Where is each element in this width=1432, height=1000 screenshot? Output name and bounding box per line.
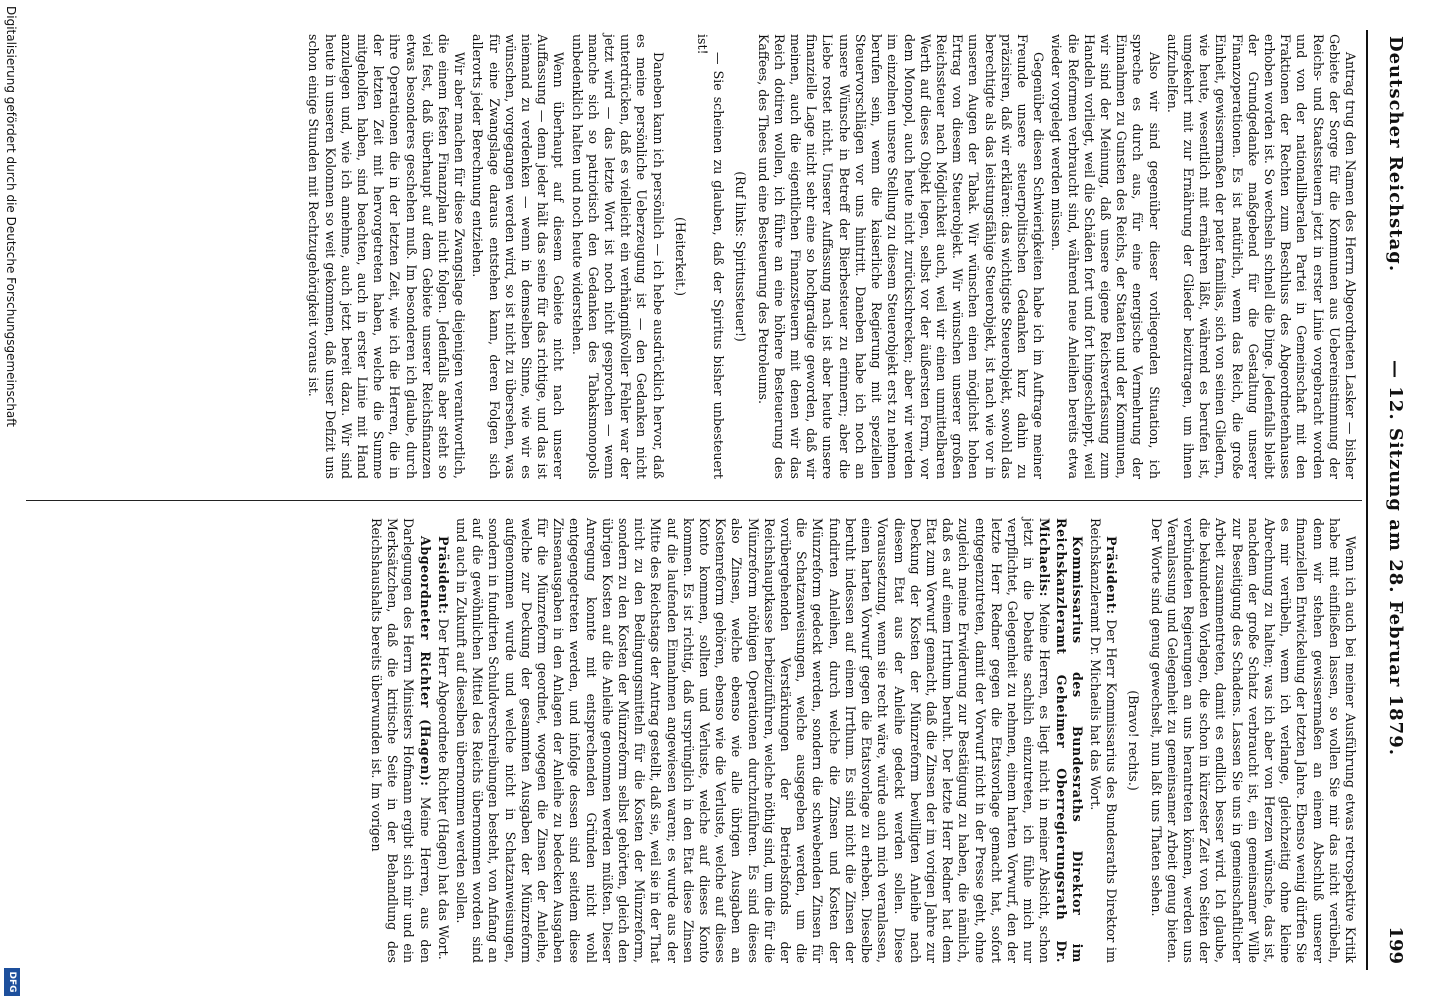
page-header (1366, 30, 1414, 970)
paragraph: Wenn ich auch bei meiner Ausführung etwas retrospektive Kritik habe mit einfließen lassen, so wollen Sie mir das nicht verübeln, denn wir stehen gewissermaßen an einem Abschluß unserer finanziellen Entwickelung der letzten Jahre. Ebenso wenig dürfen Sie es mir verübeln, wenn ich verlange, gleichzeitig ohne kleine Abrechnung zu halten; was ich aber von Herzen wünsche, das ist, nachdem der große Schatz verbraucht ist, ein gemeinsamer Wille zur Beseitigung des Schadens. Lassen Sie uns in gemeinschaftlicher Arbeit zusammentreten, damit es endlich besser wird. Ich glaube, die bekundeten Vorlagen, die schon in kürzester Zeit von Seiten der verbündeten Regierungen an uns herantreten können, werden uns Veranlassung und Gelegenheit zu gemeinsamer Arbeit genug bieten. Der Worte sind genug gewechselt, nun laßt uns Thaten sehen. (1148, 518, 1358, 963)
paragraph (453, 518, 1085, 963)
paragraph: Antrag trug den Namen des Herrn Abgeordneten Lasker — bisher Gebiete der Sorge für die Kommunen aus Uebereinstimmung der Reichs- und Staatssteuern jetzt in erster Linie vorgebracht worden und von der nationalliberalen Partei in Gemeinschaft mit den Fraktionen der Rechten zum Beschluss des Abgeordnetenhauses erhoben worden ist. So wechseln schnell die Dinge. Jedenfalls bleibt der Grundgedanke maßgebend für die Gestaltung unserer Finanzoperationen. Es ist natürlich, wenn das Reich, die große Einheit, gewissermaßen der pater familias, sich von seinen Gliedern, wie heute, wesentlich mit ernähren läßt, während es berufen ist, umgekehrt mit zur Ernährung der Glieder beizutragen, um ihnen aufzuhelfen. (1164, 34, 1358, 479)
digitization-credit: Digitalisierung gefördert durch die Deutsche Forschungsgemeinschaft (4, 6, 18, 428)
speaker-name: Kommissarius des Bundesraths Direktor im Reichskanzleramt Geheimer Oberregierungsrath Dr. Michaelis: (1037, 518, 1085, 963)
paragraph (435, 518, 451, 963)
page-footer (0, 0, 22, 1000)
dfg-logo: DFG (4, 968, 20, 996)
speaker-name: Präsident: (435, 536, 451, 615)
paragraph: Wir aber machen für diese Zwangslage diejenigen verantwortlich, die einem festen Finanzplan nicht folgen. Jedenfalls aber steht so viel fest, daß überhaupt auf dem Gebiete unserer Reichsfinanzen etwas besonderes geschehen muß. Im besonderen ich glaube, durch ihre Operationen die in der letzten Zeit, wie ich die Herren, die in der letzten Zeit mit hervorgetreten haben, welche die Summe mitgeholfen haben, sind beachten, auch in erster Linie mit Hand anzulegen und, wie ich annehme, auch jetzt bereit dazu. Wir sind heute in unseren Kolonnen so weit gekommen, daß unser Defizit uns schon einige Stunden mit Rechtzugehörigkeit voraus ist. (306, 34, 468, 479)
speech-text: Meine Herren, aus den Darlegungen des Herrn Ministers Hofmann ergibt sich mir und ein Merksätzchen, daß die kritische Seite in der Behandlung des Reichshaushalts bereits überwunden ist. Im vorigen (369, 518, 433, 964)
session-title: — 12. Sitzung am 28. Februar 1879. (1385, 360, 1406, 756)
paragraph: — Sie scheinen zu glauben, daß der Spiritus bisher unbesteuert ist! (695, 34, 727, 479)
journal-title: Deutscher Reichstag. (1385, 36, 1406, 273)
left-column (303, 34, 1358, 479)
stage-direction: (Heiterkeit.) (672, 217, 688, 296)
speaker-name: Abgeordneter Richter (Hagen): (417, 536, 433, 787)
paragraph (1087, 518, 1119, 963)
stage-direction: (Ruf links: Spiritussteuer!) (733, 171, 749, 342)
paragraph: Daneben kann ich persönlich — ich hebe ausdrücklich hervor, daß es meine persönliche Ueberzeugung ist — den Gedanken nicht unterdrücken, daß es vielleicht ein verhängnißvoller Fehler war der jetzt wird — das letzte Wort ist noch nicht gesprochen — wenn manche sich so patriotisch den Gedanken des Tabaksmonopols unbedenklich halten und noch heute widerstehen. (569, 34, 666, 479)
paragraph: Wenn überhaupt auf diesem Gebiete nicht nach unserer Auffassung — denn jeder hält das seine für das richtige, und das ist niemand zu verdenken — wenn in demselben Sinne, wie wir es wünschen, vorgegangen werden wird, so ist nicht zu übersehen, was für eine Zwangslage daraus entstehen kann, deren Folgen sich allerorts jeder Berechnung entziehen. (470, 34, 567, 479)
speech-text: Der Herr Kommissarius des Bundesraths Direktor im Reichskanzleramt Dr. Michaelis hat das Wort. (1087, 518, 1120, 963)
speech-text: Meine Herren, es liegt nicht in meiner Absicht, schon jetzt in die Debatte sachlich einzutreten, ich fühle mich nur verpflichtet, Gelegenheit zu nehmen, einem harten Vorwurf, den der letzte Herr Redner gegen die Etatsvorlage gemacht hat, sofort entgegenzutreten, damit der Vorwurf nicht in der Presse geht, ohne zugleich meine Erwiderung zur Bestätigung zu haben, die nämlich, daß es auf einem Irrthum beruht. Der letzte Herr Redner hat dem Etat zum Vorwurf gemacht, daß die Zinsen der im vorigen Jahre zur Deckung der Kosten der Münzreform bewilligten Anleihe nach diesem Etat aus der Anleihe gedeckt werden sollen. Diese Voraussetzung, wenn sie recht wäre, würde auch mich veranlassen, einen harten Vorwurf gegen die Etatsvorlage zu erheben. Dieselbe beruht indessen auf einem Irrthum. Es sind nicht die Zinsen der fundirten Anleihen, durch welche die Zinsen und Kosten der Münzreform gedeckt werden, sondern die schwebenden Zinsen für die Schatzanweisungen, welche ausgegeben werden, um die vorübergehenden Verstärkungen der Betriebsfonds der Reichshauptkasse herbeizuführen, welche nöthig sind, um die für die Münzreform nöthigen Operationen durchzuführen. Es sind dieses also Zinsen, welche ebenso wie alle übrigen Ausgaben an Kostenreform gehören, ebenso wie die Verluste, welche auf dieses Konto kommen, sollten und Verluste, welche auf dieses Konto kommen. Es ist richtig, daß ursprünglich in den Etat diese Zinsen auf die laufenden Einnahmen angewiesen waren; es wurde aus der Mitte des Reichstags der Antrag gestellt, daß sie, weil sie in der That nicht zu den Bedingungsmitteln für die Kosten der Münzreform, sondern zu den Kosten der Münzreform selbst gehörten, gleich den übrigen Kosten auf die Anleihe genommen werden müßten. Dieser Anregung konnte mit entsprechenden Gründen nicht wohl entgegengetreten werden, und infolge dessen sind seitdem diese Zinsenausgaben in den Anlagen der Anleihe zu bedecken Ausgaben für die Münzreform geordnet, wogegen die Zinsen der Anleihe, welche zur Deckung der gesammten Ausgaben der Münzreform aufgenommen wurde und welche nicht in Schatzanweisungen, sondern in fundirten Schuldverschreibungen besteht, von Anfang an auf die gewöhnlichen Mittel des Reichs übernommen worden sind und auch in Zukunft auf dieselben übernommen werden sollen. (454, 518, 1053, 963)
column-divider (26, 500, 1362, 501)
speech-text: Der Herr Abgeordnete Richter (Hagen) hat das Wort. (435, 614, 451, 960)
speaker-name: Präsident: (1104, 536, 1120, 615)
paragraph (368, 518, 433, 963)
paragraph: Also wir sind gegenüber dieser vorliegenden Situation, ich spreche es durch aus, für eine energische Vermehrung der Einnahmen zu Gunsten des Reichs, der Staaten und der Kommunen, wir sind der Meinung, daß unsere eigene Reichsverfassung zum Handeln vorliegt, weil die Schäden fort und fort hingeschleppt, weil die Reformen verbraucht sind, während neue Anleihen bereits etwa wieder vorgelegt werden müssen. (1049, 34, 1162, 479)
stage-direction: (Bravo! rechts.) (1126, 690, 1142, 791)
right-column (366, 518, 1358, 963)
page-number: 199 (1385, 926, 1406, 964)
paragraph: Gegenüber diesen Schwierigkeiten habe ich im Auftrage meiner Freunde unsere steuerpolitischen Gedanken kurz dahin zu präzisiren, daß wir erklären: das wichtigste Steuerobjekt, sowohl das berechtigte als das leistungsfähige Steuerobjekt, ist nach wie vor in unseren Augen der Tabak. Wir wünschen einen möglichst hohen Ertrag von diesem Steuerobjekt. Wir wünschen unserer großen Reichssteuer nach Möglichkeit auch, weil wir einen unmittelbaren Werth auf dieses Objekt legen, selbst vor der äußersten Form, vor dem Monopol, auch heute nicht zurückschrecken; aber wir werden im einzelnen unsere Stellung zu diesem Steuerobjekt erst zu nehmen berufen sein, wenn die kaiserliche Regierung mit speziellen Steuervorschlägen vor uns hintritt. Daneben habe ich noch an unsere Wünsche in Betreff der Bierbesteuer zu erinnern; aber die Liebe rostet nicht. Unserer Auffassung nach ist aber heute unsere finanzielle Lage nicht sehr eine so hochgradige geworden, daß wir meinen, auch die eigentlichen Finanzsteuern mit denen wir das Reich dotiren wollen, ich führe an eine höhere Besteuerung des Kaffees, des Thees und eine Besteuerung des Petroleums. (755, 34, 1047, 479)
